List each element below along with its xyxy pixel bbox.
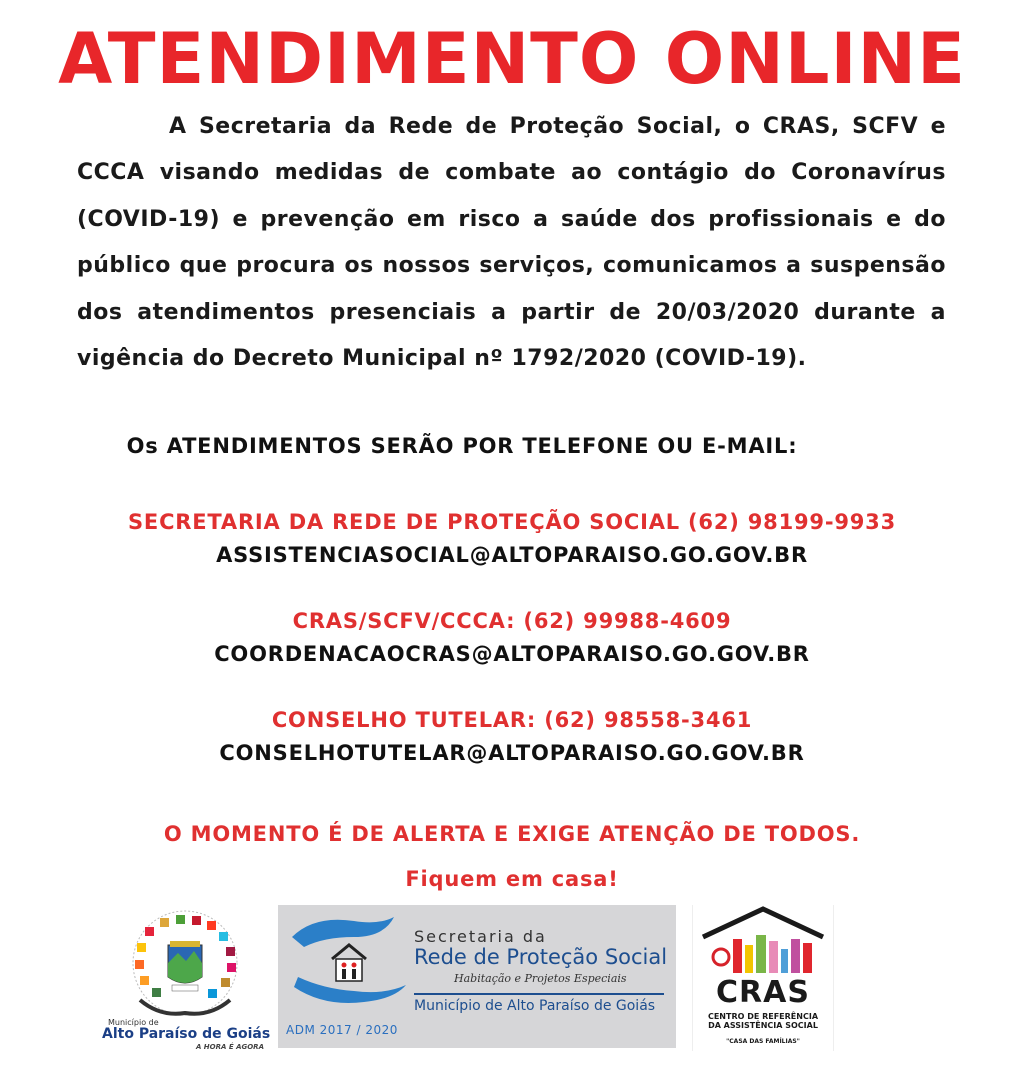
hands-house-icon [284,907,414,1027]
secretaria-adm: ADM 2017 / 2020 [286,1023,398,1037]
municipio-label-name: Alto Paraíso de Goiás [102,1026,271,1042]
logos-row [0,905,1024,1055]
announcement-text: A Secretaria da Rede de Proteção Social, o CRAS, SCFV e CCCA visando medidas de combate ao contágio do Coronavírus (COVID-19) e prevenção em risco a saúde dos profissionais e do público que procura os nossos serviços, comunicamos a suspensão dos atendimentos presenciais a partir de 20/03/2020 durante a vigência do Decreto Municipal nº 1792/2020 (COVID-19). [77,114,946,372]
page-title: ATENDIMENTO ONLINE [58,18,966,100]
secretaria-divider [414,993,664,995]
municipio-seal-icon [100,905,270,1020]
cras-name: CRAS [716,975,810,1010]
contact-email-secretaria[interactable]: ASSISTENCIASOCIAL@ALTOPARAISO.GO.GOV.BR [216,543,808,567]
contact-label-conselho: CONSELHO TUTELAR: (62) 98558-3461 [271,708,753,732]
municipio-tagline: A HORA É AGORA [195,1043,264,1051]
secretaria-subtitle: Habitação e Projetos Especiais [454,972,627,985]
secretaria-logo [278,905,676,1048]
secretaria-municipio: Município de Alto Paraíso de Goiás [414,998,656,1014]
municipio-logo [100,905,270,1053]
cras-subtitle-line1: CENTRO DE REFERÊNCIA [707,1012,819,1021]
cras-subtitle-line2: DA ASSISTÊNCIA SOCIAL [708,1021,818,1030]
secretaria-title: Rede de Proteção Social [414,945,668,969]
alert-text: O MOMENTO É DE ALERTA E EXIGE ATENÇÃO DE TODOS. [163,822,861,846]
contact-intro: Os ATENDIMENTOS SERÃO POR TELEFONE OU E-MAIL: [126,434,798,458]
contact-label-secretaria: SECRETARIA DA REDE DE PROTEÇÃO SOCIAL (62) 98199-9933 [128,510,896,534]
contact-label-cras: CRAS/SCFV/CCCA: (62) 99988-4609 [292,609,732,633]
municipio-label-small: Município de [108,1018,159,1027]
announcement-paragraph [77,104,946,382]
cras-subtitle [693,1012,833,1030]
secretaria-title-small: Secretaria da [414,927,547,946]
cras-logo [692,905,834,1051]
contact-email-cras[interactable]: COORDENACAOCRAS@ALTOPARAISO.GO.GOV.BR [214,642,810,666]
cras-tagline: "CASA DAS FAMÍLIAS" [726,1038,800,1045]
contact-email-conselho[interactable]: CONSELHOTUTELAR@ALTOPARAISO.GO.GOV.BR [219,741,805,765]
cras-family-house-icon [693,905,833,977]
stay-home-text: Fiquem em casa! [405,867,619,891]
